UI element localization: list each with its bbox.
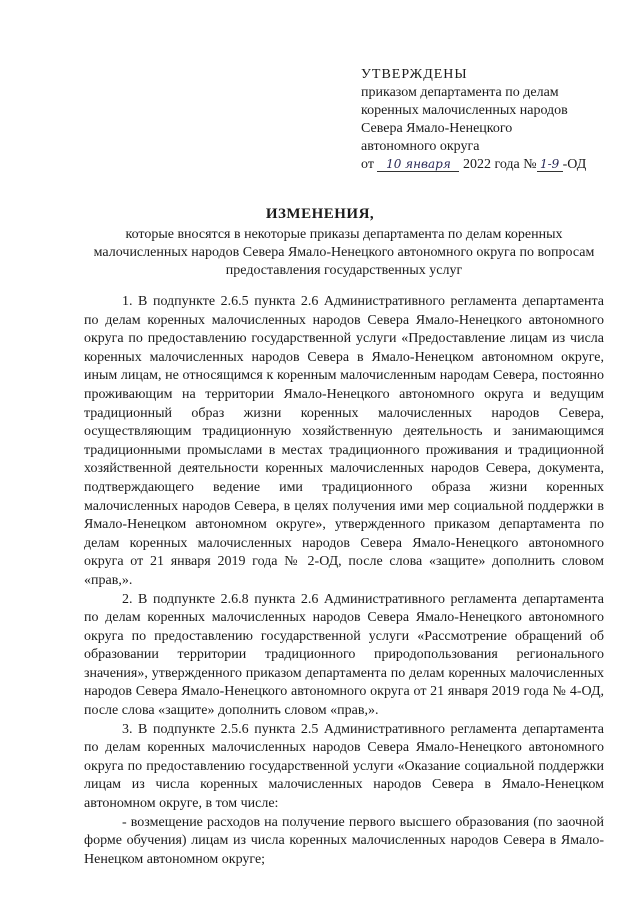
handwritten-order-date: 10 января bbox=[377, 157, 459, 172]
paragraph-3-subitem: - возмещение расходов на получение первого высшего образования (по заочной форме обучения) лицам из числа коренных малочисленных народов Севера в Ямало-Ненецком автономном округе; bbox=[84, 814, 604, 867]
order-prefix: от bbox=[361, 157, 374, 172]
approval-line-4: автономного округа bbox=[361, 139, 480, 154]
document-title: ИЗМЕНЕНИЯ, bbox=[265, 206, 375, 222]
order-suffix: -ОД bbox=[562, 157, 587, 172]
document-body bbox=[84, 293, 604, 869]
approval-line-2: коренных малочисленных народов bbox=[361, 103, 568, 118]
approval-line-1: приказом департамента по делам bbox=[361, 85, 559, 100]
document-subtitle: которые вносятся в некоторые приказы департамента по делам коренных малочисленных народов Севера Ямало-Ненецкого автономного округа по вопросам предоставления государственных услуг bbox=[93, 227, 595, 278]
approval-stamp-block bbox=[361, 66, 621, 174]
paragraph-1: 1. В подпункте 2.6.5 пункта 2.6 Административного регламента департамента по делам коренных малочисленных народов Севера Ямало-Ненецкого автономного округа по предоставлению государственной услуги «Предоставление лицам из числа коренных малочисленных народов Севера в Ямало-Ненецком автономном округе, иным лицам, не относящимся к коренным малочисленным народам Севера, постоянно проживающим на территории Ямало-Ненецкого автономного округа и ведущим традиционный образ жизни коренных малочисленных народов Севера, осуществляющим традиционную хозяйственную деятельность и занимающимся традиционными промыслами в местах традиционного проживания и традиционной хозяйственной деятельности коренных малочисленных народов Севера, документа, подтверждающего ведение ими традиционного образа жизни коренных малочисленных народов Севера, в целях получения ими мер социальной поддержки в Ямало-Ненецком автономном округе», утвержденного приказом департамента по делам коренных малочисленных народов Севера Ямало-Ненецкого автономного округа от 21 января 2019 года № 2-ОД, после слова «защите» дополнить словом «прав,». bbox=[84, 294, 604, 588]
approval-heading: УТВЕРЖДЕНЫ bbox=[361, 67, 468, 82]
order-year: 2022 года № bbox=[462, 157, 537, 172]
paragraph-3: 3. В подпункте 2.5.6 пункта 2.5 Административного регламента департамента по делам коренных малочисленных народов Севера Ямало-Ненецкого автономного округа по предоставлению государственной услуги «Оказание социальной поддержки лицам из числа коренных малочисленных народов Севера в Ямало-Ненецком автономном округе, в том числе: bbox=[84, 721, 604, 812]
order-reference bbox=[361, 156, 621, 174]
paragraph-2: 2. В подпункте 2.6.8 пункта 2.6 Административного регламента департамента по делам коренных малочисленных народов Севера Ямало-Ненецкого автономного округа по предоставлению государственной услуги «Рассмотрение обращений об образовании территории традиционного природопользования регионального значения», утвержденного приказом департамента по делам коренных малочисленных народов Севера Ямало-Ненецкого автономного округа от 21 января 2019 года № 4-ОД, после слова «защите» дополнить словом «прав,». bbox=[84, 591, 604, 719]
approval-line-3: Севера Ямало-Ненецкого bbox=[361, 121, 513, 136]
handwritten-order-number: 1-9 bbox=[537, 157, 563, 172]
